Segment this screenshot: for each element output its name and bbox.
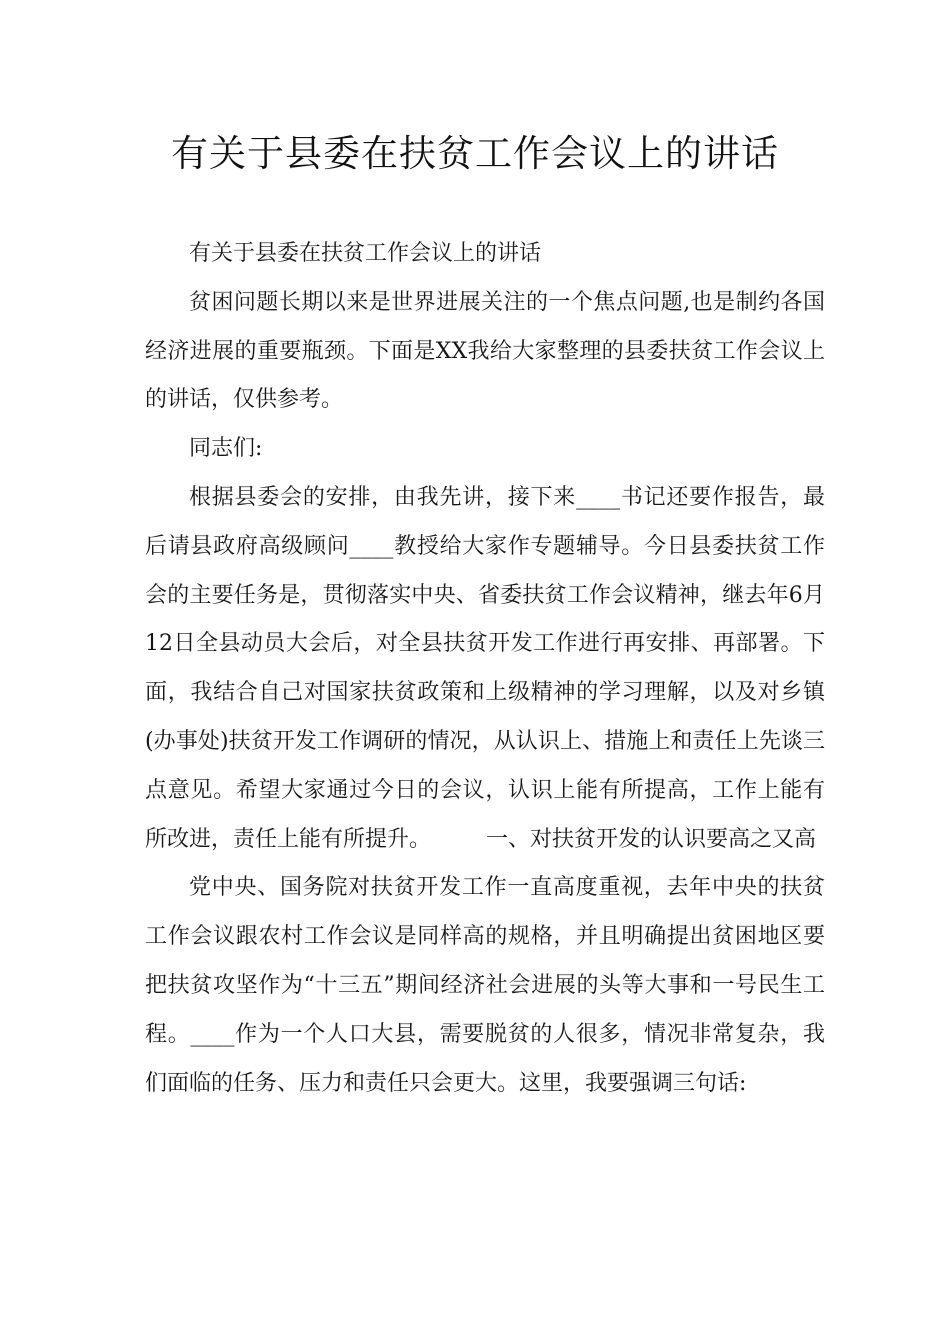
document-body: [145, 230, 825, 1108]
paragraph-salutation: 同志们:: [189, 436, 263, 462]
paragraph-intro: 贫困问题长期以来是世界进展关注的一个焦点问题,也是制约各国经济进展的重要瓶颈。下面是XX我给大家整理的县委扶贫工作会议上的讲话，仅供参考。: [145, 289, 825, 413]
paragraph-section-one: 党中央、国务院对扶贫开发工作一直高度重视，去年中央的扶贫工作会议跟农村工作会议是同样高的规格，并且明确提出贫困地区要把扶贫攻坚作为“十三五”期间经济社会进展的头等大事和一号民生工程。____作为一个人口大县，需要脱贫的人很多，情况非常复杂，我们面临的任务、压力和责任只会更大。这里，我要强调三句话:: [145, 875, 825, 1096]
document-title: 有关于县委在扶贫工作会议上的讲话: [171, 132, 779, 175]
paragraph-opening: 根据县委会的安排，由我先讲，接下来____书记还要作报告，最后请县政府高级顾问____教授给大家作专题辅导。今日县委扶贫工作会的主要任务是，贯彻落实中央、省委扶贫工作会议精神，继去年6月12日全县动员大会后，对全县扶贫开发工作进行再安排、再部署。下面，我结合自己对国家扶贫政策和上级精神的学习理解，以及对乡镇(办事处)扶贫开发工作调研的情况，从认识上、措施上和责任上先谈三点意见。希望大家通过今日的会议，认识上能有所提高，工作上能有所改进，责任上能有所提升。 一、对扶贫开发的认识要高之又高: [145, 484, 825, 852]
paragraph-subtitle: 有关于县委在扶贫工作会议上的讲话: [189, 241, 542, 266]
